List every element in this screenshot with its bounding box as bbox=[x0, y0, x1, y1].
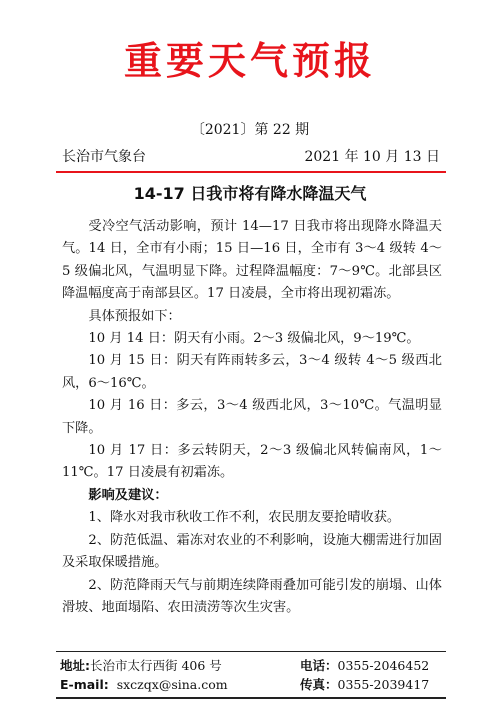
footer-row-1 bbox=[60, 656, 446, 675]
email-label: E-mail: bbox=[60, 677, 109, 692]
forecast-day-14: 10 月 14 日：阴天有小雨。2～3 级偏北风，9～19℃。 bbox=[88, 331, 420, 347]
publisher-name: 长治市气象台 bbox=[62, 149, 146, 165]
address-block bbox=[60, 656, 300, 675]
header-divider-red bbox=[56, 171, 446, 173]
email-value[interactable]: sxczqx@sina.com bbox=[116, 677, 228, 692]
bulletin-headline: 14-17 日我市将有降水降温天气 bbox=[133, 184, 367, 203]
masthead-title: 重要天气预报 bbox=[123, 39, 376, 83]
intro-paragraph: 受冷空气活动影响，预计 14—17 日我市将出现降水降温天气。14 日，全市有小雨；15 日—16 日，全市有 3～4 级转 4～5 级偏北风，气温明显下降。过程降温幅度：7～9℃。北部县区降温幅度高于南部县区。17 日凌晨，全市将出现初霜冻。 bbox=[62, 219, 442, 302]
forecast-intro: 具体预报如下： bbox=[88, 308, 181, 324]
advice-item-3: 2、防范降雨天气与前期连续降雨叠加可能引发的崩塌、山体滑坡、地面塌陷、农田渍涝等次生灾害。 bbox=[62, 577, 442, 615]
address-value: 长治市太行西街 406 号 bbox=[90, 658, 222, 673]
issue-number: 〔2021〕第 22 期 bbox=[190, 122, 310, 138]
fax-block bbox=[300, 675, 429, 694]
fax-label: 传真： bbox=[300, 677, 338, 692]
phone-value: 0355-2046452 bbox=[337, 658, 430, 673]
forecast-day-17: 10 月 17 日：多云转阴天，2～3 级偏北风转偏南风，1～11℃。17 日凌晨有初霜冻。 bbox=[62, 443, 442, 481]
advice-item-1: 1、降水对我市秋收工作不利，农民朋友要抢晴收获。 bbox=[88, 510, 401, 526]
footer-row-2 bbox=[60, 675, 446, 694]
advice-heading: 影响及建议： bbox=[88, 487, 168, 503]
contact-footer bbox=[60, 656, 446, 694]
issue-date: 2021 年 10 月 13 日 bbox=[304, 149, 440, 165]
bulletin-body bbox=[62, 216, 442, 619]
email-block bbox=[60, 675, 300, 694]
fax-value: 0355-2039417 bbox=[337, 677, 430, 692]
address-label: 地址: bbox=[60, 658, 90, 673]
footer-divider-bottom bbox=[56, 697, 446, 699]
forecast-day-15: 10 月 15 日：阴天有阵雨转多云，3～4 级转 4～5 级西北风，6～16℃。 bbox=[62, 353, 442, 391]
forecast-day-16: 10 月 16 日：多云，3～4 级西北风，3～10℃。气温明显下降。 bbox=[62, 398, 442, 436]
phone-label: 电话： bbox=[300, 658, 338, 673]
publisher-date-row bbox=[62, 148, 440, 166]
advice-item-2: 2、防范低温、霜冻对农业的不利影响，设施大棚需进行加固及采取保暖措施。 bbox=[62, 532, 442, 571]
footer-divider-top bbox=[56, 651, 446, 652]
phone-block bbox=[300, 656, 429, 675]
